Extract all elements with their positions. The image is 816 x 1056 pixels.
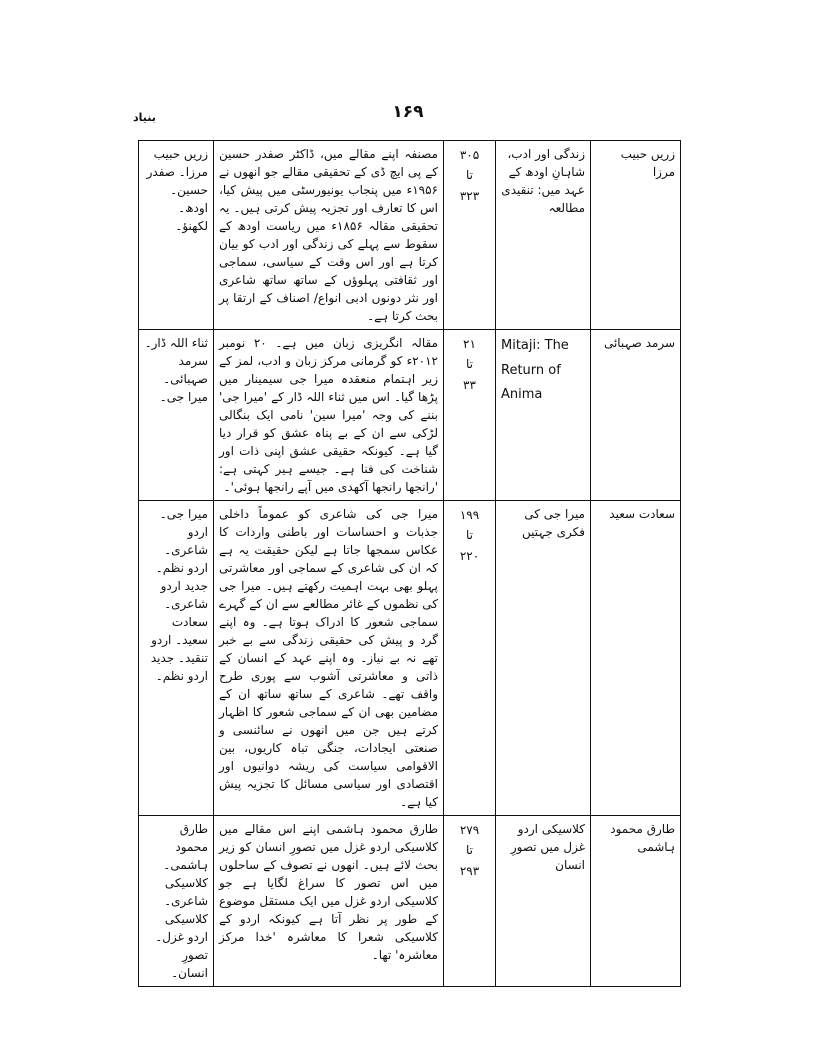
journal-name: بنیاد bbox=[133, 111, 156, 124]
author-cell: طارق محمود ہاشمی bbox=[591, 816, 681, 987]
pages-cell bbox=[444, 816, 496, 987]
title-cell bbox=[496, 330, 591, 501]
pages-cell bbox=[444, 141, 496, 330]
page-end: ۲۲۰ bbox=[459, 548, 480, 563]
table-row bbox=[139, 816, 681, 987]
keywords-cell: زریں حبیب مرزا۔ صفدر حسین۔ اودھ۔ لکھنؤ۔ bbox=[139, 141, 214, 330]
summary-cell: مقالہ انگریزی زبان میں ہے۔ ۲۰ نومبر ۲۰۱۲ء کو گرمانی مرکز زبان و ادب، لمز کے زیر اہتمام منعقدہ میرا جی سیمینار میں پڑھا گیا۔ اس میں ثناء اللہ ڈار کے 'میرا جی' بننے کی وجہ 'میرا سین' نامی ایک بنگالی لڑکی سے ان کے بے پناہ عشق کو قرار دیا گیا ہے۔ کیونکہ حقیقی عشق اپنی ذات اور شناخت کی فنا ہے۔ جیسے ہیر کہتی ہے: 'رانجھا رانجھا آکھدی میں آپے رانجھا ہوئی'۔ bbox=[214, 330, 444, 501]
summary-cell: طارق محمود ہاشمی اپنے اس مقالے میں کلاسیکی اردو غزل میں تصورِ انسان کو زیر بحث لائے ہیں۔ انھوں نے تصوف کے ساحلوں میں اس تصور کا سراغ لگایا ہے جو کلاسیکی اردو غزل میں ایک مستقل موضوع کے طور پر نظر آتا ہے کیونکہ اردو کے کلاسیکی شعرا کا معاشرہ 'خدا مرکز معاشرہ' تھا۔ bbox=[214, 816, 444, 987]
summary-cell: میرا جی کی شاعری کو عموماً داخلی جذبات و احساسات اور باطنی واردات کا عکاس سمجھا جاتا ہے لیکن حقیقت یہ ہے کہ ان کی شاعری کے سماجی اور معاشرتی پہلو بھی بہت اہمیت رکھتے ہیں۔ میرا جی کی نظموں کے غائر مطالعے سے ان کے گہرے سماجی شعور کا ادراک ہوتا ہے۔ وہ اپنے گرد و پیش کی حقیقی زندگی سے بے خبر تھے نہ بے نیاز۔ وہ اپنے عہد کے انسان کے ذاتی و معاشرتی آشوب سے پوری طرح واقف تھے۔ شاعری کے ساتھ ساتھ ان کے مضامین بھی ان کے سماجی شعور کا اظہار کرتے ہیں جن میں انھوں نے سائنسی و صنعتی ایجادات، جنگی تباہ کاریوں، بین الاقوامی سیاست کی ریشہ دوانیوں اور اقتصادی اور سیاسی مسائل کا تجزیہ پیش کیا ہے۔ bbox=[214, 501, 444, 816]
author-cell: سعادت سعید bbox=[591, 501, 681, 816]
table-row bbox=[139, 501, 681, 816]
page-start: ۲۷۹ bbox=[459, 823, 480, 837]
summary-cell: مصنفہ اپنے مقالے میں، ڈاکٹر صفدر حسین کے پی ایچ ڈی کے تحقیقی مقالے جو انھوں نے ۱۹۵۶ء میں پنجاب یونیورسٹی میں پیش کیا، اس کا تعارف اور تجزیہ پیش کرتی ہیں۔ یہ تحقیقی مقالہ ۱۸۵۶ء میں ریاست اودھ کے سقوط سے پہلے کی زندگی اور ادب کو بیان کرتا ہے اور اس وقت کے سیاسی، سماجی اور ثقافتی پہلوؤں کے ساتھ ساتھ شاعری اور نثر دونوں ادبی انواع/ اصناف کے ارتقا پر بحث کرتا ہے۔ bbox=[214, 141, 444, 330]
page-end: ۳۳ bbox=[463, 377, 476, 392]
english-title: Mitaji: The Return of Anima bbox=[501, 338, 569, 403]
keywords-cell: ثناء اللہ ڈار۔ سرمد صہبائی۔ میرا جی۔ bbox=[139, 330, 214, 501]
page-to: تا bbox=[466, 843, 473, 858]
page-end: ۳۲۳ bbox=[459, 188, 480, 203]
pages-cell bbox=[444, 501, 496, 816]
title-cell: کلاسیکی اردو غزل میں تصورِ انسان bbox=[496, 816, 591, 987]
author-cell: سرمد صہبائی bbox=[591, 330, 681, 501]
page-start: ۱۹۹ bbox=[459, 508, 480, 522]
page-start: ۲۱ bbox=[463, 337, 476, 351]
title-cell: میرا جی کی فکری جہتیں bbox=[496, 501, 591, 816]
page-start: ۳۰۵ bbox=[459, 148, 480, 162]
table-row bbox=[139, 330, 681, 501]
title-cell: زندگی اور ادب، شاہانِ اودھ کے عہد میں: تنقیدی مطالعہ bbox=[496, 141, 591, 330]
author-cell: زریں حبیب مرزا bbox=[591, 141, 681, 330]
keywords-cell: میرا جی۔ اردو شاعری۔ اردو نظم۔ جدید اردو شاعری۔ سعادت سعید۔ اردو تنقید۔ جدید اردو نظم۔ bbox=[139, 501, 214, 816]
page-to: تا bbox=[466, 357, 473, 372]
page-number: ۱۶۹ bbox=[392, 102, 424, 122]
pages-cell bbox=[444, 330, 496, 501]
bibliography-table bbox=[138, 140, 681, 987]
page-end: ۲۹۳ bbox=[459, 863, 480, 878]
page-to: تا bbox=[466, 168, 473, 183]
keywords-cell: طارق محمود ہاشمی۔ کلاسیکی شاعری۔ کلاسیکی اردو غزل۔ تصورِ انسان۔ bbox=[139, 816, 214, 987]
table-row bbox=[139, 141, 681, 330]
page-to: تا bbox=[466, 528, 473, 543]
